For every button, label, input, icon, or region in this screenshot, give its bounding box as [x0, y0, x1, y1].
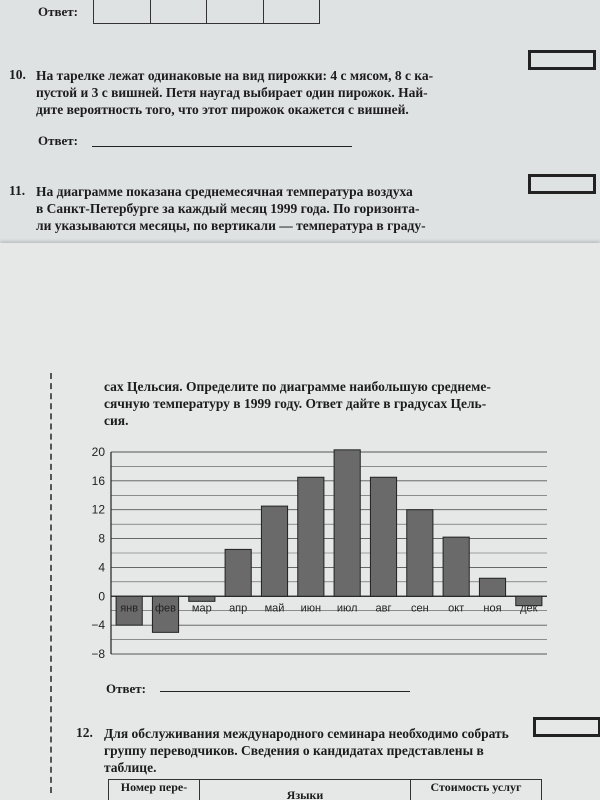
- question-12-number: 12.: [76, 725, 93, 740]
- question-12-line-1: Для обслуживания международного семинара необходимо собрать: [104, 726, 509, 741]
- previous-answer-label: Ответ:: [38, 4, 79, 19]
- y-tick-label: 8: [98, 531, 105, 546]
- y-tick-label: 20: [91, 445, 105, 459]
- y-tick-label: −8: [91, 647, 105, 661]
- bar-сен: [407, 510, 433, 597]
- bar-июл: [334, 450, 360, 596]
- question-12-line-3: таблице.: [104, 760, 157, 775]
- y-tick-label: 0: [98, 589, 105, 604]
- question-10-line-1: На тарелке лежат одинаковые на вид пирожки: 4 с мясом, 8 с ка-: [36, 68, 434, 83]
- bar-мар: [189, 596, 215, 601]
- question-11-line-1: На диаграмме показана среднемесячная температура воздуха: [36, 184, 413, 199]
- x-tick-label: ноя: [483, 602, 502, 615]
- table-header-number-text: Номер пере-: [120, 780, 188, 794]
- bar-авг: [370, 477, 396, 596]
- x-tick-label: мар: [191, 602, 212, 615]
- question-11-cont-line-3: сия.: [104, 413, 129, 428]
- x-tick-label: май: [264, 602, 285, 615]
- question-10-line-2: пустой и 3 с вишней. Петя наугад выбирает один пирожок. Най-: [36, 85, 428, 100]
- x-tick-label: янв: [120, 602, 139, 615]
- question-10-answer-label: Ответ:: [38, 133, 79, 148]
- question-12-line-2: группу переводчиков. Сведения о кандидатах представлены в: [104, 743, 484, 758]
- x-tick-label: авг: [375, 602, 392, 615]
- bar-окт: [443, 537, 469, 596]
- question-10-number: 10.: [9, 67, 26, 82]
- y-tick-label: 12: [91, 502, 105, 517]
- bar-ноя: [479, 578, 505, 596]
- x-tick-label: июн: [300, 602, 322, 615]
- x-tick-label: сен: [410, 602, 429, 615]
- y-tick-label: 16: [91, 473, 105, 488]
- x-tick-label: дек: [520, 602, 538, 615]
- bar-апр: [225, 549, 251, 596]
- table-header-languages-text: Языки: [286, 788, 324, 800]
- question-11-cont-line-1: сах Цельсия. Определите по диаграмме наибольшую среднеме-: [104, 379, 491, 394]
- question-11-cont-line-2: сячную температуру в 1999 году. Ответ дайте в градусах Цель-: [104, 396, 487, 411]
- question-11-number: 11.: [9, 183, 26, 198]
- x-tick-label: апр: [229, 602, 248, 615]
- x-tick-label: окт: [448, 602, 465, 615]
- question-11-line-3: ли указываются месяцы, по вертикали — температура в граду-: [36, 218, 426, 233]
- y-tick-label: −4: [91, 618, 105, 633]
- y-tick-label: 4: [98, 560, 105, 575]
- question-11-answer-label: Ответ:: [106, 681, 147, 696]
- question-11-line-2: в Санкт-Петербурге за каждый месяц 1999 года. По горизонта-: [36, 201, 420, 216]
- table-header-cost-text: Стоимость услуг: [430, 780, 522, 794]
- x-tick-label: фев: [154, 602, 177, 615]
- bar-июн: [298, 477, 324, 596]
- question-10-line-3: дите вероятность того, что этот пирожок окажется с вишней.: [36, 102, 409, 117]
- bar-май: [261, 506, 287, 596]
- x-tick-label: июл: [336, 602, 358, 615]
